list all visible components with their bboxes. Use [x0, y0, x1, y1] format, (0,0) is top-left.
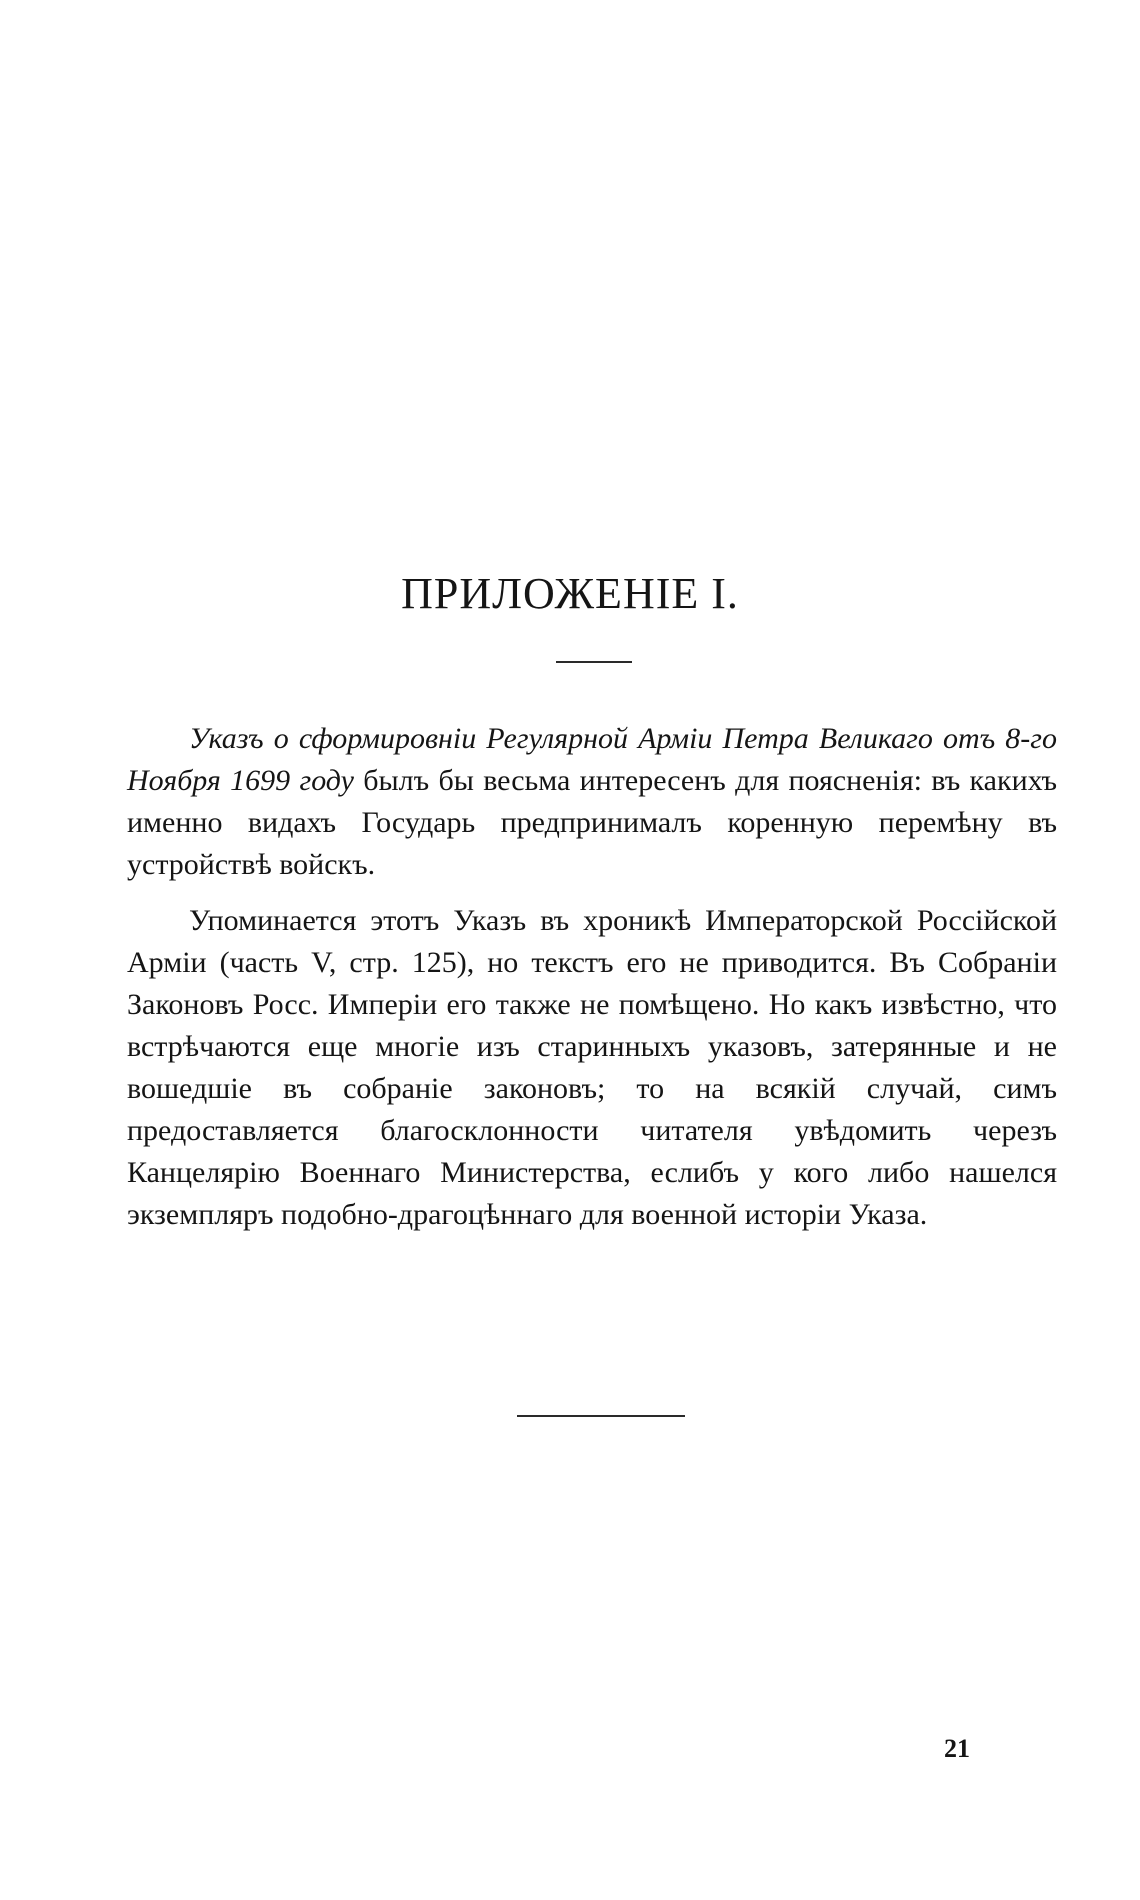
paragraph-1	[127, 718, 1057, 886]
decree-title: Указъ о сформировніи Регулярной Арміи Петра Великаго отъ 8-го Ноября 1699 году	[127, 722, 1057, 797]
appendix-heading: ПРИЛОЖЕНІЕ I.	[401, 569, 739, 618]
paragraph-2: Упоминается этотъ Указъ въ хроникѣ Императорской Россійской Арміи (часть V, стр. 125), но текстъ его не приводится. Въ Собраніи Законовъ Росс. Имперіи его также не помѣщено. Но какъ извѣстно, что встрѣчаются еще многіе изъ старинныхъ указовъ, затерянные и не вошедшіе въ собраніе законовъ; то на всякій случай, симъ предоставляется благосклонности читателя увѣдомить черезъ Канцелярію Военнаго Министерства, еслибъ у кого либо нашелся экземпляръ подобно-драгоцѣннаго для военной исторіи Указа.	[127, 904, 1057, 1231]
closing-rule	[517, 1415, 685, 1417]
page-number: 21	[944, 1734, 970, 1763]
heading-rule	[556, 661, 632, 663]
paragraph-1-text: былъ бы весьма интересенъ для поясненія: въ какихъ именно видахъ Государь предпринималъ коренную перемѣну въ устройствѣ войскъ.	[127, 764, 1057, 881]
body-text	[127, 718, 1057, 1236]
